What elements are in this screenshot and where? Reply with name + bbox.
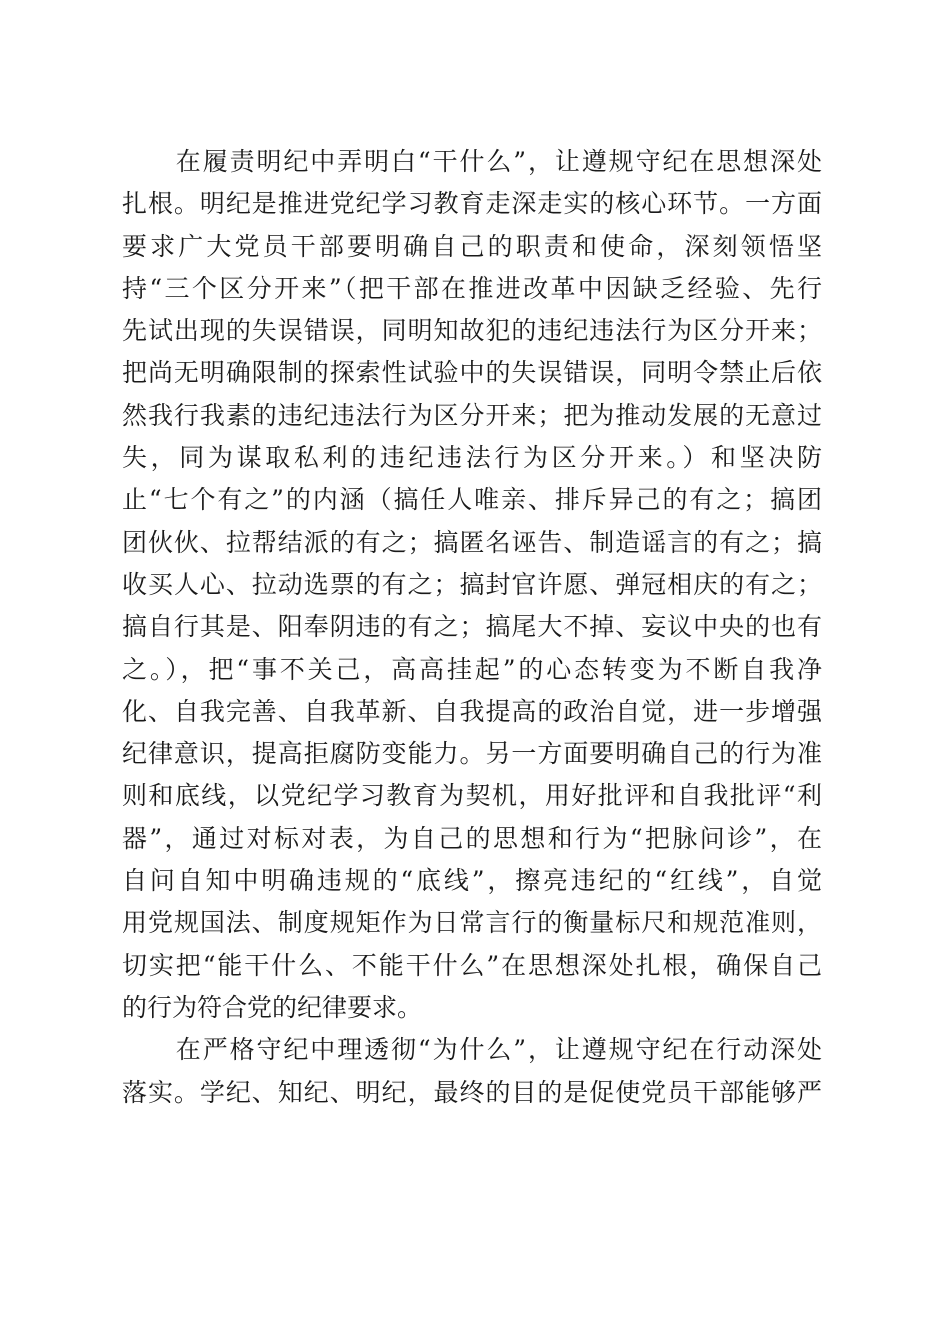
paragraph-line: 自问自知中明确违规的“底线”，擦亮违纪的“红线”，自觉 [122, 866, 822, 896]
paragraph-line: 扎根。明纪是推进党纪学习教育走深走实的核心环节。一方面 [122, 189, 822, 219]
paragraph-line: 在履责明纪中弄明白“干什么”，让遵规守纪在思想深处 [122, 147, 822, 176]
paragraph-line: 用党规国法、制度规矩作为日常言行的衡量标尺和规范准则， [122, 908, 822, 938]
paragraph-line: 失，同为谋取私利的违纪违法行为区分开来。）和坚决防 [122, 443, 822, 473]
paragraph-line: 纪律意识，提高拒腐防变能力。另一方面要明确自己的行为准 [122, 739, 822, 769]
paragraph-line: 切实把“能干什么、不能干什么”在思想深处扎根，确保自己 [122, 950, 822, 980]
paragraph-line: 然我行我素的违纪违法行为区分开来；把为推动发展的无意过 [122, 400, 822, 430]
paragraph-line: 的行为符合党的纪律要求。 [122, 992, 423, 1022]
document-body [122, 141, 822, 1114]
paragraph-line: 则和底线，以党纪学习教育为契机，用好批评和自我批评“利 [122, 781, 822, 811]
paragraph-line: 落实。学纪、知纪、明纪，最终的目的是促使党员干部能够严 [122, 1077, 822, 1107]
paragraph-line: 器”，通过对标对表，为自己的思想和行为“把脉问诊”，在 [122, 823, 822, 853]
paragraph-line: 要求广大党员干部要明确自己的职责和使命，深刻领悟坚 [122, 231, 822, 261]
paragraph-2 [122, 1029, 822, 1114]
paragraph-line: 把尚无明确限制的探索性试验中的失误错误，同明令禁止后依 [122, 358, 822, 388]
paragraph-line: 团伙伙、拉帮结派的有之；搞匿名诬告、制造谣言的有之；搞 [122, 527, 822, 557]
paragraph-line: 收买人心、拉动选票的有之；搞封官许愿、弹冠相庆的有之； [122, 569, 822, 599]
paragraph-1 [122, 141, 822, 1029]
paragraph-line: 持“三个区分开来”（把干部在推进改革中因缺乏经验、先行 [122, 273, 822, 303]
paragraph-line: 止“七个有之”的内涵（搞任人唯亲、排斥异己的有之；搞团 [122, 485, 822, 515]
paragraph-line: 之。），把“事不关己，高高挂起”的心态转变为不断自我净 [122, 654, 822, 684]
paragraph-line: 在严格守纪中理透彻“为什么”，让遵规守纪在行动深处 [122, 1035, 822, 1065]
paragraph-line: 化、自我完善、自我革新、自我提高的政治自觉，进一步增强 [122, 696, 822, 726]
paragraph-line: 搞自行其是、阳奉阴违的有之；搞尾大不掉、妄议中央的也有 [122, 612, 822, 642]
paragraph-line: 先试出现的失误错误，同明知故犯的违纪违法行为区分开来； [122, 316, 822, 346]
